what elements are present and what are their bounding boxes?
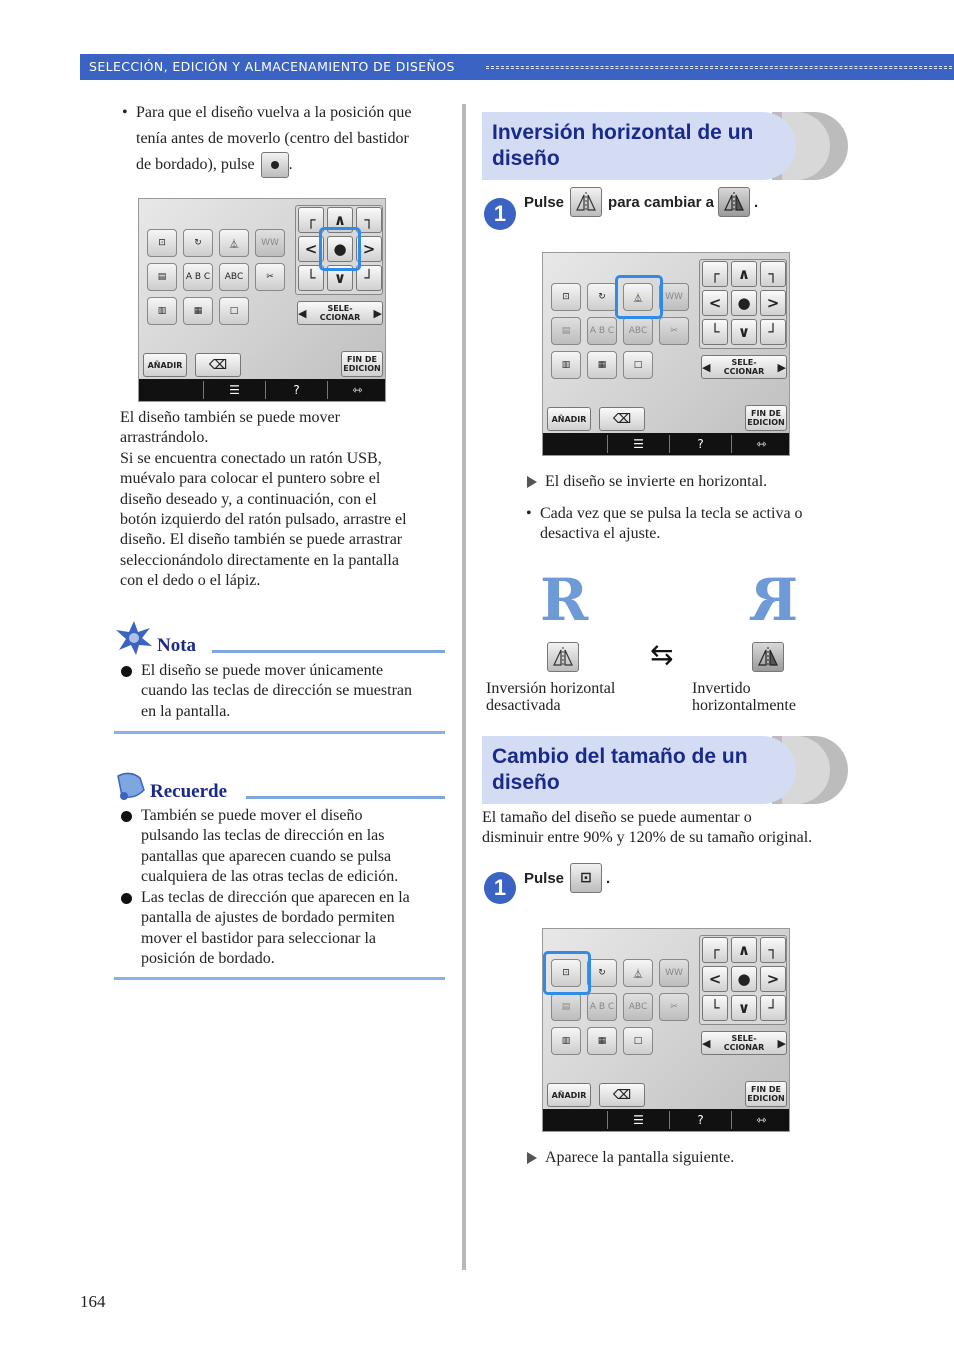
rotate-button-icon[interactable]: ↻ (587, 283, 617, 311)
arrow-up-right-icon[interactable]: ┐ (760, 937, 786, 963)
arrow-down-left-icon[interactable]: └ (702, 995, 728, 1021)
return-center-bullet (136, 100, 456, 178)
recuerde-line: También se puede mover el diseño (141, 807, 363, 824)
caption-line: horizontalmente (692, 697, 796, 714)
bullet-icon (121, 666, 132, 677)
size-button-icon[interactable]: ⊡ (147, 229, 177, 257)
chapter-title: SELECCIÓN, EDICIÓN Y ALMACENAMIENTO DE DISEÑOS (89, 59, 455, 74)
mirror-button-icon[interactable]: ⏅ (219, 229, 249, 257)
mirror-on-icon (718, 187, 750, 217)
arrow-left-icon[interactable]: < (702, 966, 728, 992)
arrow-down-icon[interactable]: ∨ (731, 319, 757, 345)
select-label: SELE-CCIONAR (723, 1034, 765, 1052)
density-button-icon[interactable]: WW (659, 283, 689, 311)
step-number: 1 (484, 872, 516, 904)
size-button-icon[interactable]: ⊡ (551, 283, 581, 311)
design-normal: R (540, 566, 589, 634)
caption-line: desactivada (486, 697, 561, 714)
add-button[interactable]: AÑADIR (547, 1083, 591, 1107)
array-button-icon[interactable]: ▤ (147, 263, 177, 291)
highlight-frame (543, 951, 591, 995)
arrow-up-left-icon[interactable]: ┌ (702, 937, 728, 963)
eraser-button-icon[interactable]: ⌫ (599, 407, 645, 431)
section-mirror-header (482, 112, 850, 182)
add-button[interactable]: AÑADIR (143, 353, 187, 377)
end-edit-button[interactable]: FIN DE EDICION (745, 405, 787, 431)
section-title (492, 744, 748, 796)
recuerde-title: Recuerde (150, 781, 228, 802)
bullet-line: • Para que el diseño vuelva a la posición que (136, 104, 412, 121)
help-button[interactable]: ? (669, 1111, 731, 1129)
bell-icon (114, 770, 146, 802)
arrow-right-icon[interactable]: > (356, 236, 382, 262)
eraser-button-icon[interactable]: ⌫ (599, 1083, 645, 1107)
arrow-up-left-icon[interactable]: ┌ (702, 261, 728, 287)
arrow-up-right-icon[interactable]: ┐ (356, 207, 382, 233)
section-title (492, 120, 753, 172)
border-button-icon[interactable]: □ (219, 297, 249, 325)
size-button-icon: ⊡ (570, 863, 602, 893)
swap-arrows-icon: ⇆ (650, 638, 674, 671)
center-button-icon[interactable]: ● (327, 236, 353, 262)
abc-curve-button[interactable]: A B C (183, 263, 213, 291)
mirror-button-icon[interactable]: ⏅ (623, 283, 653, 311)
section-title-line: Cambio del tamaño de un (492, 745, 748, 768)
triangle-right-icon: ▶ (373, 306, 382, 320)
nota-rule (212, 650, 445, 653)
color-button-icon[interactable]: ▥ (551, 1027, 581, 1055)
end-edit-button[interactable]: FIN DE EDICION (745, 1081, 787, 1107)
arrow-right-icon[interactable]: > (760, 290, 786, 316)
step-end: . (606, 869, 611, 887)
nota-bottom-rule (114, 731, 445, 734)
arrow-down-left-icon[interactable]: └ (702, 319, 728, 345)
recuerde-line: cualquiera de las otras teclas de edición. (141, 868, 399, 886)
step-end: . (753, 193, 759, 211)
drag-paragraph (120, 408, 455, 592)
paragraph-line: Si se encuentra conectado un ratón USB, (120, 449, 382, 467)
select-button[interactable] (701, 355, 787, 379)
paragraph-line: diseño. El diseño también se puede arrastrar (120, 531, 403, 549)
mirror-off-icon (547, 642, 579, 672)
arrow-down-icon[interactable]: ∨ (327, 265, 353, 291)
arrow-down-right-icon[interactable]: ┘ (760, 319, 786, 345)
eraser-button-icon[interactable]: ⌫ (195, 353, 241, 377)
caption-on (692, 680, 852, 714)
screen-bottom-bar (543, 433, 789, 455)
grid-button-icon[interactable]: ▦ (587, 351, 617, 379)
arrow-up-left-icon[interactable]: ┌ (298, 207, 324, 233)
settings-icon[interactable]: ⇿ (327, 381, 386, 399)
bullet-line: de bordado), pulse (136, 156, 255, 173)
rotate-button-icon[interactable]: ↻ (587, 959, 617, 987)
center-button-icon (261, 152, 289, 178)
bullet-line: desactiva el ajuste. (540, 525, 661, 543)
arrow-up-icon[interactable]: ∧ (731, 261, 757, 287)
select-button[interactable] (297, 301, 383, 325)
arrow-down-icon[interactable]: ∨ (731, 995, 757, 1021)
step-instruction (524, 862, 610, 894)
array-button-icon[interactable]: ▤ (551, 317, 581, 345)
paragraph-line: arrastrándolo. (120, 429, 209, 447)
arrow-up-icon[interactable]: ∧ (731, 937, 757, 963)
size-intro (482, 808, 862, 849)
abc-curve-button[interactable]: A B C (587, 317, 617, 345)
list-icon[interactable]: ☰ (203, 381, 265, 399)
arrow-down-left-icon[interactable]: └ (298, 265, 324, 291)
bullet-line: tenía antes de moverlo (centro del bastidor (136, 130, 409, 147)
step-number: 1 (484, 198, 516, 230)
scissors-button-icon[interactable]: ✂ (659, 317, 689, 345)
recuerde-line: mover el bastidor para seleccionar la (141, 929, 376, 947)
screen-bottom-bar (139, 379, 385, 401)
list-icon[interactable]: ☰ (607, 435, 669, 453)
color-button-icon[interactable]: ▥ (551, 351, 581, 379)
bullet-period: . (288, 156, 293, 173)
size-result: Aparece la pantalla siguiente. (545, 1148, 734, 1168)
recuerde-line: pantalla de ajustes de bordado permiten (141, 909, 395, 927)
edit-screen-mirror (542, 252, 790, 456)
intro-line: El tamaño del diseño se puede aumentar o (482, 809, 752, 826)
nota-icon (114, 620, 154, 656)
list-icon[interactable]: ☰ (607, 1111, 669, 1129)
mirror-off-icon (570, 187, 602, 217)
section-title-line: diseño (492, 147, 560, 170)
grid-button-icon[interactable]: ▦ (183, 297, 213, 325)
paragraph-line: El diseño también se puede mover (120, 409, 340, 426)
abc-curve-button[interactable]: A B C (587, 993, 617, 1021)
border-button-icon[interactable]: □ (623, 351, 653, 379)
header-dashed-rule (486, 66, 952, 69)
settings-icon[interactable]: ⇿ (731, 1111, 790, 1129)
step-instruction (524, 186, 758, 218)
arrow-right-icon[interactable]: > (760, 966, 786, 992)
design-mirrored: R (750, 566, 799, 634)
step-pulse: Pulse (524, 869, 565, 887)
abc-spacing-button[interactable]: ABC (623, 993, 653, 1021)
paragraph-line: seleccionándolo directamente en la pantalla (120, 551, 399, 569)
recuerde-item-2 (141, 888, 451, 970)
paragraph-line: botón izquierdo del ratón pulsado, arrastre el (120, 511, 407, 529)
recuerde-rule (246, 796, 445, 799)
triangle-right-icon: ▶ (777, 1036, 786, 1050)
nota-line: en la pantalla. (141, 702, 231, 720)
section-title-line: Inversión horizontal de un (492, 121, 754, 144)
step-pulse: Pulse (524, 193, 565, 211)
density-button-icon[interactable]: WW (659, 959, 689, 987)
bullet-icon (121, 811, 132, 822)
color-button-icon[interactable]: ▥ (147, 297, 177, 325)
end-edit-button[interactable]: FIN DE EDICION (341, 351, 383, 377)
intro-line: disminuir entre 90% y 120% de su tamaño original. (482, 829, 813, 847)
bullet-line: • Cada vez que se pulsa la tecla se activa o (540, 505, 803, 522)
recuerde-item-1 (141, 806, 451, 888)
nota-item (141, 661, 446, 722)
caption-line: Inversión horizontal (486, 680, 616, 697)
step-mid: para cambiar a (608, 193, 714, 211)
scissors-button-icon[interactable]: ✂ (255, 263, 285, 291)
recuerde-line: posición de bordado. (141, 950, 275, 968)
triangle-left-icon: ◀ (298, 306, 307, 320)
mirror-toggle-bullet (540, 504, 850, 545)
arrow-down-right-icon[interactable]: ┘ (356, 265, 382, 291)
arrow-up-icon[interactable]: ∧ (327, 207, 353, 233)
triangle-left-icon: ◀ (702, 360, 711, 374)
grid-button-icon[interactable]: ▦ (587, 1027, 617, 1055)
section-size-header (482, 736, 850, 806)
nota-line: El diseño se puede mover únicamente (141, 662, 384, 679)
help-button[interactable]: ? (265, 381, 327, 399)
mirror-button-icon[interactable]: ⏅ (623, 959, 653, 987)
paragraph-line: diseño deseado y, a continuación, con el (120, 490, 377, 508)
array-button-icon[interactable]: ▤ (551, 993, 581, 1021)
recuerde-line: pantallas que aparecen cuando se pulsa (141, 847, 392, 865)
mirror-on-icon (752, 642, 784, 672)
rotate-button-icon[interactable]: ↻ (183, 229, 213, 257)
center-button-icon[interactable]: ● (731, 290, 757, 316)
column-divider (462, 104, 466, 1270)
center-button-icon[interactable]: ● (731, 966, 757, 992)
page-number: 164 (80, 1292, 106, 1311)
highlight-frame (615, 275, 663, 319)
section-title-line: diseño (492, 771, 560, 794)
highlight-frame (319, 227, 361, 271)
arrow-down-right-icon[interactable]: ┘ (760, 995, 786, 1021)
density-button-icon[interactable]: WW (255, 229, 285, 257)
caption-line: Invertido (692, 680, 751, 697)
paragraph-line: muévalo para colocar el puntero sobre el (120, 470, 381, 488)
select-label: SELE-CCIONAR (723, 358, 765, 376)
border-button-icon[interactable]: □ (623, 1027, 653, 1055)
edit-screen-move (138, 198, 386, 402)
recuerde-line: Las teclas de dirección que aparecen en la (141, 889, 410, 906)
select-button[interactable] (701, 1031, 787, 1055)
abc-spacing-button[interactable]: ABC (623, 317, 653, 345)
scissors-button-icon[interactable]: ✂ (659, 993, 689, 1021)
caption-off (486, 680, 676, 714)
screen-bottom-bar (543, 1109, 789, 1131)
paragraph-line: con el dedo o el lápiz. (120, 572, 261, 590)
nota-title: Nota (157, 635, 197, 656)
settings-icon[interactable]: ⇿ (731, 435, 790, 453)
help-button[interactable]: ? (669, 435, 731, 453)
arrow-up-right-icon[interactable]: ┐ (760, 261, 786, 287)
recuerde-line: pulsando las teclas de dirección en las (141, 827, 385, 845)
arrow-left-icon[interactable]: < (298, 236, 324, 262)
recuerde-bottom-rule (114, 977, 445, 980)
size-button-icon[interactable]: ⊡ (551, 959, 581, 987)
nota-line: cuando las teclas de dirección se muestran (141, 682, 412, 700)
edit-screen-size (542, 928, 790, 1132)
bullet-icon (121, 893, 132, 904)
triangle-right-icon: ▶ (777, 360, 786, 374)
select-label: SELE-CCIONAR (319, 304, 361, 322)
arrow-left-icon[interactable]: < (702, 290, 728, 316)
abc-spacing-button[interactable]: ABC (219, 263, 249, 291)
mirror-result: El diseño se invierte en horizontal. (545, 472, 767, 492)
triangle-left-icon: ◀ (702, 1036, 711, 1050)
add-button[interactable]: AÑADIR (547, 407, 591, 431)
